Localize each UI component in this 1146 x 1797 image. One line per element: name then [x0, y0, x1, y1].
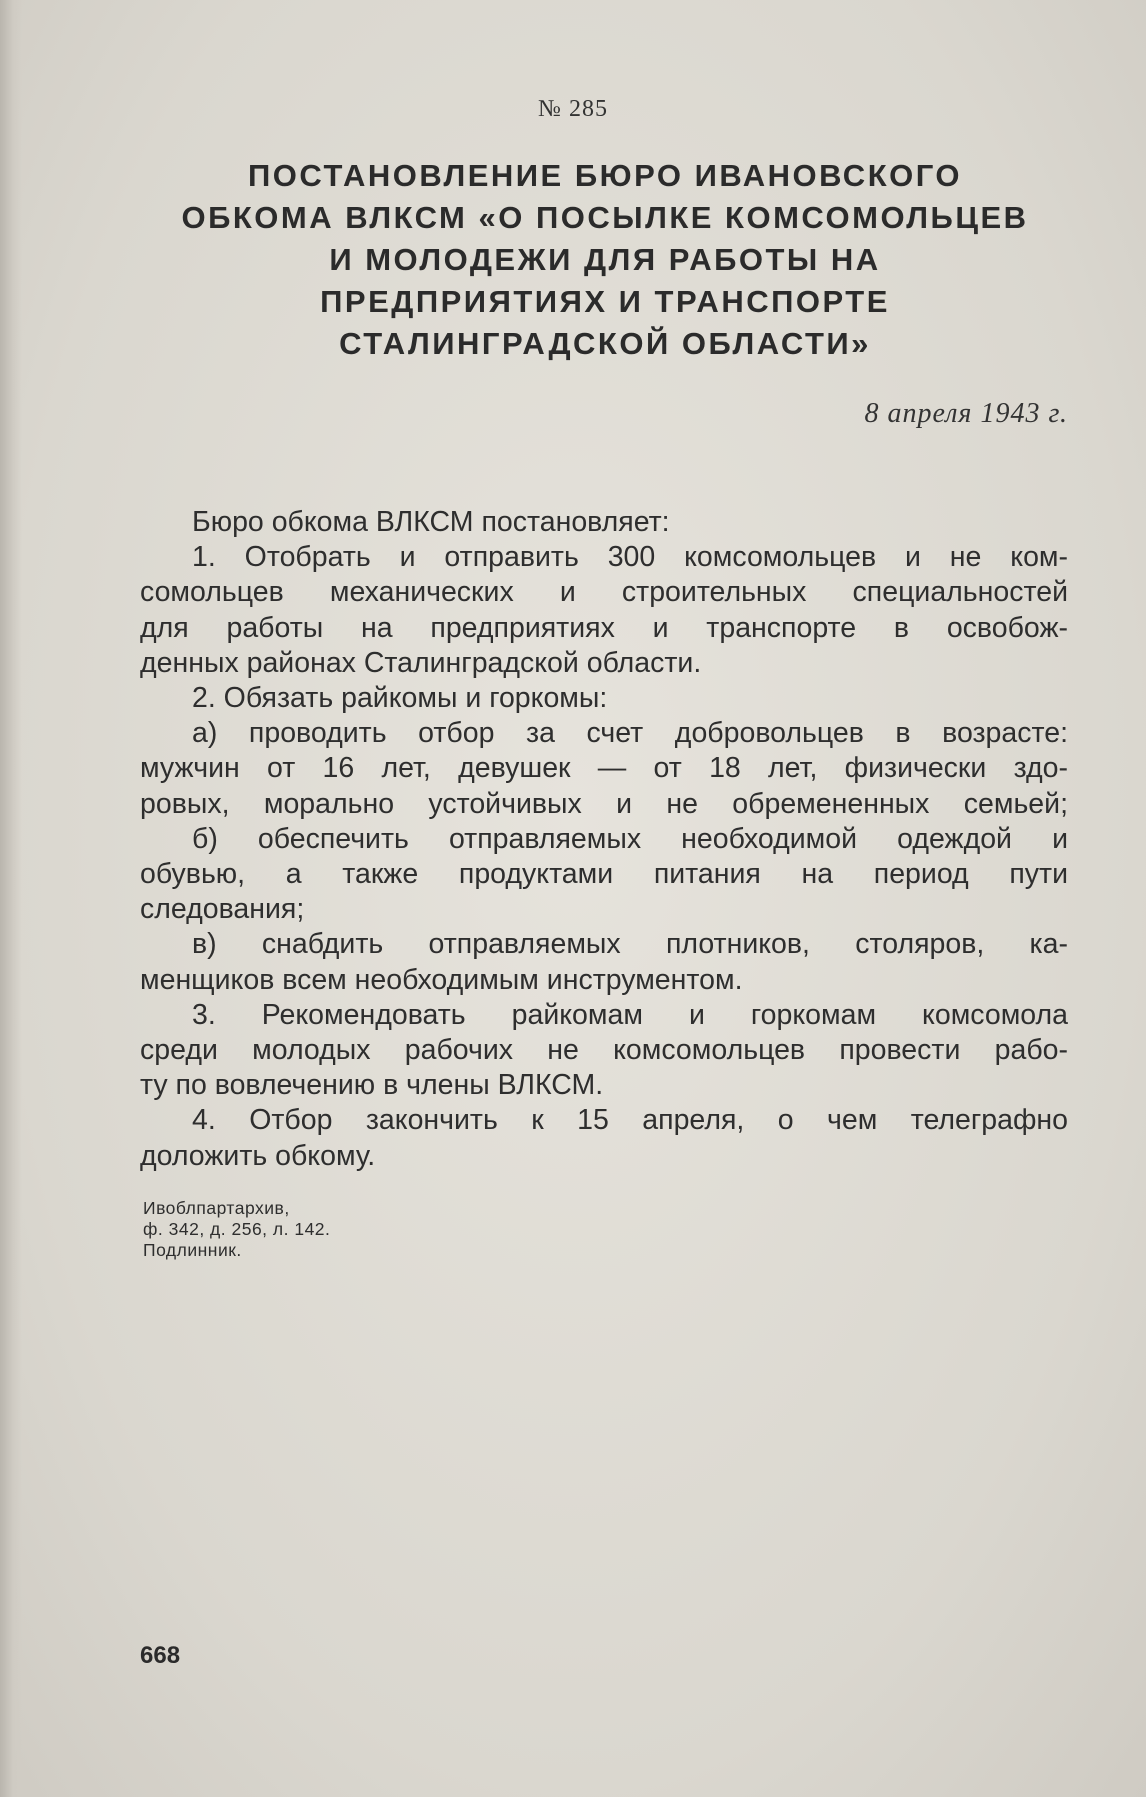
- body-line: сомольцев механических и строительных специальностей: [140, 576, 1068, 609]
- body-line: 2. Обязать райкомы и горкомы:: [192, 682, 608, 715]
- body-line: в) снабдить отправляемых плотников, столяров, ка-: [192, 928, 1068, 961]
- title-line: ПРЕДПРИЯТИЯХ И ТРАНСПОРТЕ: [320, 284, 890, 319]
- source-line: Подлинник.: [143, 1240, 242, 1260]
- source-line: Ивоблпартархив,: [143, 1198, 290, 1218]
- body-line: 3. Рекомендовать райкомам и горкомам комсомола: [192, 998, 1068, 1031]
- document-body: [140, 505, 1068, 1174]
- title-line: ОБКОМА ВЛКСМ «О ПОСЫЛКЕ КОМСОМОЛЬЦЕВ: [181, 200, 1029, 235]
- document-date: 8 апреля 1943 г.: [864, 398, 1068, 429]
- body-line: 4. Отбор закончить к 15 апреля, о чем телеграфно: [192, 1104, 1068, 1137]
- body-line: для работы на предприятиях и транспорте в освобож-: [140, 611, 1068, 644]
- body-line: ту по вовлечению в члены ВЛКСМ.: [140, 1069, 604, 1102]
- body-line: мужчин от 16 лет, девушек — от 18 лет, физически здо-: [140, 752, 1068, 785]
- body-line: доложить обкому.: [140, 1139, 376, 1172]
- archive-source: [143, 1198, 330, 1261]
- page-number: 668: [140, 1642, 181, 1669]
- body-line: 1. Отобрать и отправить 300 комсомольцев и не ком-: [192, 541, 1068, 574]
- body-line: ровых, морально устойчивых и не обремененных семьей;: [140, 787, 1068, 820]
- body-line: денных районах Сталинградской области.: [140, 646, 702, 679]
- document-number: № 285: [538, 96, 608, 122]
- title-line: И МОЛОДЕЖИ ДЛЯ РАБОТЫ НА: [329, 242, 881, 277]
- body-line: обувью, а также продуктами питания на период пути: [140, 858, 1068, 891]
- body-line: а) проводить отбор за счет добровольцев в возрасте:: [192, 717, 1068, 750]
- body-line: среди молодых рабочих не комсомольцев провести рабо-: [140, 1034, 1068, 1067]
- page-spine-shadow: [0, 0, 22, 1797]
- title-line: СТАЛИНГРАДСКОЙ ОБЛАСТИ»: [339, 326, 871, 361]
- body-line: следования;: [140, 893, 305, 926]
- source-line: ф. 342, д. 256, л. 142.: [143, 1219, 331, 1239]
- title-line: ПОСТАНОВЛЕНИЕ БЮРО ИВАНОВСКОГО: [247, 158, 963, 193]
- body-line: Бюро обкома ВЛКСМ постановляет:: [192, 506, 670, 538]
- body-line: б) обеспечить отправляемых необходимой одеждой и: [192, 822, 1068, 855]
- document-title: [130, 155, 1080, 365]
- body-line: менщиков всем необходимым инструментом.: [140, 963, 743, 996]
